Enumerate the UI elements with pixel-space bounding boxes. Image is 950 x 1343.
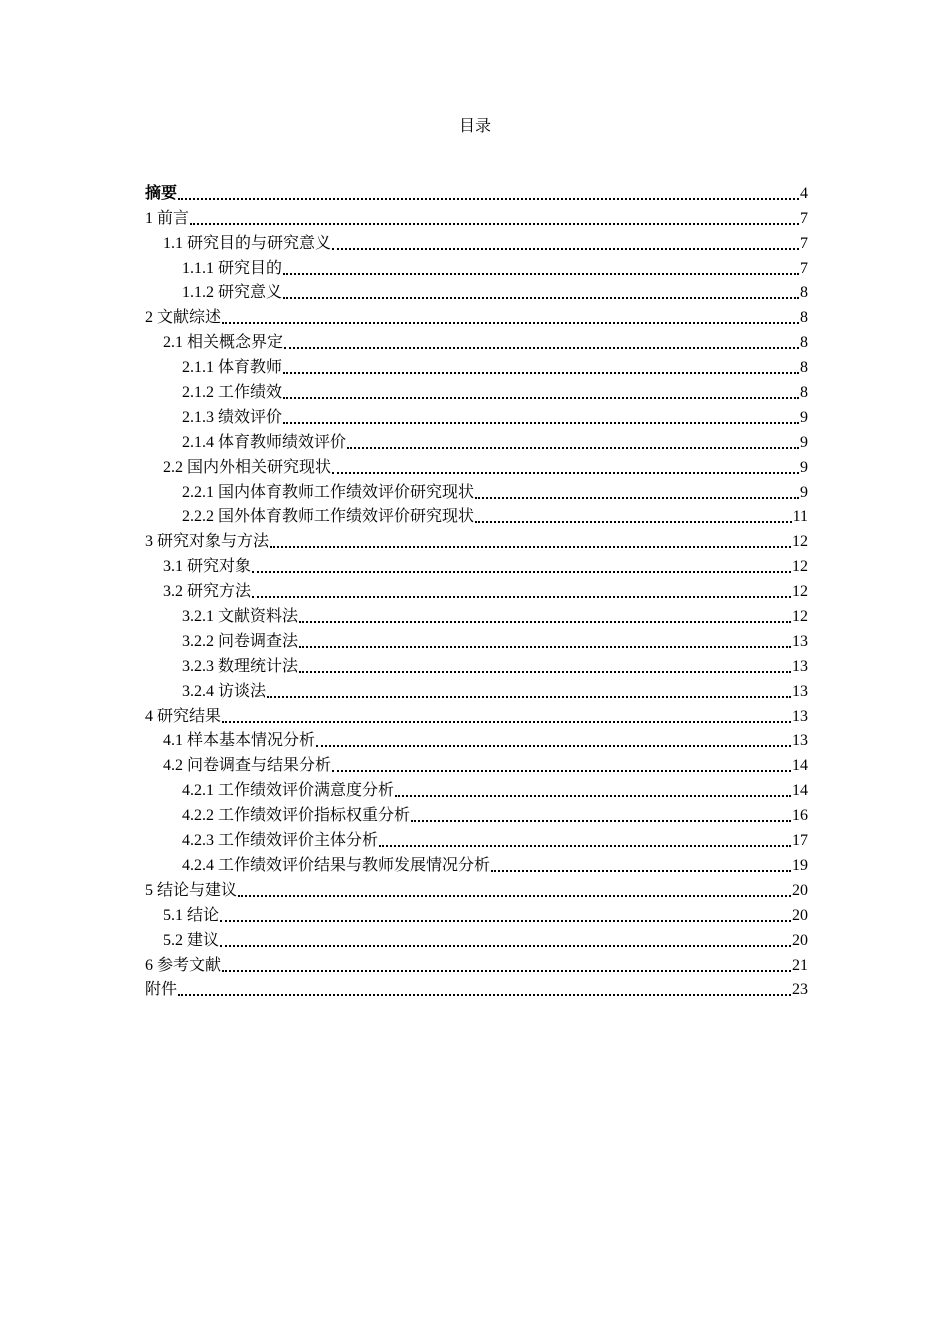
toc-entry-label: 2.2.2 国外体育教师工作绩效评价研究现状: [182, 508, 475, 526]
toc-entry-page-number: 19: [792, 856, 808, 874]
toc-dot-leader: [395, 795, 791, 797]
toc-dot-leader: [491, 870, 791, 872]
toc-entry[interactable]: [145, 403, 808, 428]
toc-entry-label: 2.2 国内外相关研究现状: [163, 458, 332, 476]
toc-dot-leader: [222, 970, 791, 972]
toc-entry-page-number: 9: [800, 458, 808, 476]
toc-dot-leader: [299, 646, 791, 648]
toc-dot-leader: [190, 223, 799, 225]
toc-entry-page-number: 13: [792, 707, 808, 725]
toc-dot-leader: [283, 297, 799, 299]
toc-dot-leader: [283, 397, 799, 399]
toc-entry-label: 2.2.1 国内体育教师工作绩效评价研究现状: [182, 483, 475, 501]
toc-entry[interactable]: [145, 303, 808, 328]
toc-entry-label: 5.1 结论: [163, 906, 220, 924]
toc-entry-page-number: 23: [792, 981, 808, 999]
toc-entry-page-number: 13: [792, 632, 808, 650]
toc-entry-page-number: 13: [792, 682, 808, 700]
toc-entry-page-number: 20: [792, 906, 808, 924]
toc-entry-label: 4.2.2 工作绩效评价指标权重分析: [182, 807, 411, 825]
toc-dot-leader: [270, 546, 791, 548]
toc-entry[interactable]: [145, 353, 808, 378]
toc-entry-label: 附件: [145, 981, 178, 999]
toc-entry-label: 4.2 问卷调查与结果分析: [163, 757, 332, 775]
toc-dot-leader: [178, 994, 791, 996]
toc-entry[interactable]: [145, 751, 808, 776]
toc-entry-page-number: 8: [800, 359, 808, 377]
toc-entry[interactable]: [145, 179, 808, 204]
toc-entry-label: 3.1 研究对象: [163, 558, 252, 576]
toc-dot-leader: [332, 472, 799, 474]
toc-entry[interactable]: [145, 378, 808, 403]
toc-dot-leader: [283, 273, 799, 275]
toc-entry[interactable]: [145, 776, 808, 801]
toc-entry[interactable]: [145, 602, 808, 627]
toc-entry-page-number: 14: [792, 782, 808, 800]
toc-dot-leader: [252, 571, 791, 573]
toc-entry-page-number: 20: [792, 881, 808, 899]
toc-entry-page-number: 16: [792, 807, 808, 825]
toc-entry[interactable]: [145, 876, 808, 901]
toc-entry-label: 2.1.3 绩效评价: [182, 408, 283, 426]
toc-entry[interactable]: [145, 627, 808, 652]
toc-dot-leader: [299, 621, 791, 623]
toc-dot-leader: [283, 422, 799, 424]
toc-entry-label: 3.2 研究方法: [163, 583, 252, 601]
toc-entry[interactable]: [145, 951, 808, 976]
toc-entry[interactable]: [145, 801, 808, 826]
toc-dot-leader: [220, 945, 791, 947]
toc-dot-leader: [283, 372, 799, 374]
toc-entry[interactable]: [145, 652, 808, 677]
toc-entry-page-number: 8: [800, 309, 808, 327]
toc-entry-label: 1.1.2 研究意义: [182, 284, 283, 302]
toc-title: 目录: [458, 118, 491, 135]
toc-entry[interactable]: [145, 851, 808, 876]
toc-entry-label: 1.1 研究目的与研究意义: [163, 234, 332, 252]
toc-entry-label: 1 前言: [145, 209, 190, 227]
toc-dot-leader: [347, 447, 799, 449]
toc-entry[interactable]: [145, 453, 808, 478]
toc-entry-page-number: 7: [800, 259, 808, 277]
toc-dot-leader: [238, 895, 791, 897]
toc-dot-leader: [411, 820, 791, 822]
toc-entry-page-number: 12: [792, 533, 808, 551]
toc-entry-label: 2.1.2 工作绩效: [182, 384, 283, 402]
toc-entry[interactable]: [145, 204, 808, 229]
toc-entry[interactable]: [145, 727, 808, 752]
toc-dot-leader: [299, 671, 791, 673]
toc-entry-page-number: 13: [792, 732, 808, 750]
toc-entry-page-number: 13: [792, 657, 808, 675]
toc-entry-page-number: 9: [800, 408, 808, 426]
toc-entry-label: 3.2.2 问卷调查法: [182, 632, 299, 650]
toc-entry[interactable]: [145, 702, 808, 727]
toc-entry-page-number: 14: [792, 757, 808, 775]
toc-dot-leader: [220, 920, 791, 922]
toc-entry-page-number: 9: [800, 483, 808, 501]
toc-entry[interactable]: [145, 229, 808, 254]
toc-entry-page-number: 7: [800, 234, 808, 252]
table-of-contents: [145, 179, 808, 1000]
toc-dot-leader: [316, 745, 791, 747]
toc-entry-label: 4.2.3 工作绩效评价主体分析: [182, 832, 379, 850]
toc-dot-leader: [222, 322, 799, 324]
toc-entry[interactable]: [145, 577, 808, 602]
toc-entry-page-number: 7: [800, 209, 808, 227]
toc-entry-label: 4 研究结果: [145, 707, 222, 725]
toc-entry-page-number: 20: [792, 931, 808, 949]
toc-dot-leader: [178, 198, 799, 200]
toc-entry-label: 摘要: [145, 184, 178, 202]
toc-entry-label: 2.1.4 体育教师绩效评价: [182, 433, 347, 451]
toc-dot-leader: [379, 845, 791, 847]
toc-entry-page-number: 9: [800, 433, 808, 451]
toc-entry[interactable]: [145, 428, 808, 453]
toc-entry-label: 4.1 样本基本情况分析: [163, 732, 316, 750]
toc-entry[interactable]: [145, 527, 808, 552]
toc-entry-label: 4.2.1 工作绩效评价满意度分析: [182, 782, 395, 800]
toc-dot-leader: [332, 248, 799, 250]
toc-entry-page-number: 12: [792, 608, 808, 626]
toc-dot-leader: [475, 497, 799, 499]
toc-entry-label: 5 结论与建议: [145, 881, 238, 899]
toc-entry-page-number: 8: [800, 334, 808, 352]
toc-dot-leader: [332, 770, 791, 772]
toc-dot-leader: [284, 347, 799, 349]
toc-entry[interactable]: [145, 976, 808, 1001]
toc-entry[interactable]: [145, 279, 808, 304]
toc-entry-label: 1.1.1 研究目的: [182, 259, 283, 277]
toc-entry-page-number: 21: [792, 956, 808, 974]
toc-entry-label: 4.2.4 工作绩效评价结果与教师发展情况分析: [182, 856, 491, 874]
toc-entry[interactable]: [145, 328, 808, 353]
toc-entry-page-number: 11: [792, 508, 808, 526]
toc-entry[interactable]: [145, 926, 808, 951]
toc-entry[interactable]: [145, 677, 808, 702]
toc-entry-label: 3 研究对象与方法: [145, 533, 270, 551]
toc-entry-label: 6 参考文献: [145, 956, 222, 974]
toc-entry-label: 2 文献综述: [145, 309, 222, 327]
toc-entry-page-number: 8: [800, 284, 808, 302]
toc-dot-leader: [475, 521, 792, 523]
toc-dot-leader: [222, 721, 791, 723]
toc-entry[interactable]: [145, 901, 808, 926]
toc-entry-label: 3.2.4 访谈法: [182, 682, 267, 700]
toc-entry[interactable]: [145, 826, 808, 851]
toc-entry-label: 2.1 相关概念界定: [163, 334, 284, 352]
toc-dot-leader: [252, 596, 791, 598]
toc-entry-page-number: 12: [792, 583, 808, 601]
toc-dot-leader: [267, 696, 791, 698]
toc-entry-page-number: 8: [800, 384, 808, 402]
toc-entry-page-number: 17: [792, 832, 808, 850]
toc-entry-page-number: 12: [792, 558, 808, 576]
toc-entry-label: 3.2.1 文献资料法: [182, 608, 299, 626]
toc-entry-label: 2.1.1 体育教师: [182, 359, 283, 377]
toc-entry-label: 3.2.3 数理统计法: [182, 657, 299, 675]
toc-entry-page-number: 4: [800, 184, 808, 202]
toc-entry[interactable]: [145, 478, 808, 503]
toc-entry[interactable]: [145, 552, 808, 577]
toc-entry[interactable]: [145, 503, 808, 528]
toc-entry-label: 5.2 建议: [163, 931, 220, 949]
toc-entry[interactable]: [145, 254, 808, 279]
